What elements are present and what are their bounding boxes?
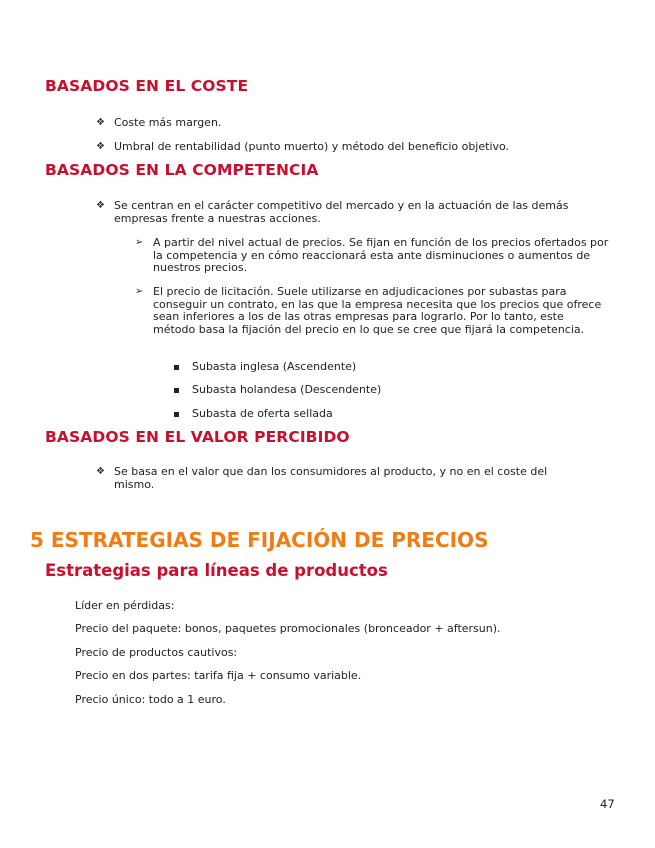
diamond-bullet-icon: ❖: [96, 200, 105, 211]
paragraph: Precio de productos cautivos:: [75, 646, 238, 659]
list-item: Subasta holandesa (Descendente): [192, 383, 382, 396]
list-item: El precio de licitación. Suele utilizarse en adjudicaciones por subastas para conseguir un contrato, en las que la empresa necesita que los precios que ofrece sean inferiores a los de las otras empresas para lograrlo. Por lo tanto, este método basa la fijación del precio en lo que se cree que fijará la competencia.: [153, 285, 602, 336]
chapter-title: 5 ESTRATEGIAS DE FIJACIÓN DE PRECIOS: [30, 528, 489, 552]
section-heading-competencia: BASADOS EN LA COMPETENCIA: [45, 161, 319, 179]
section-heading-valor-percibido: BASADOS EN EL VALOR PERCIBIDO: [45, 428, 350, 446]
diamond-bullet-icon: ❖: [96, 466, 105, 477]
square-bullet-icon: [174, 365, 179, 370]
arrow-bullet-icon: ➢: [135, 237, 144, 248]
list-item: Subasta de oferta sellada: [192, 407, 333, 420]
list-item: Se centran en el carácter competitivo del mercado y en la actuación de las demás empresas frente a nuestras acciones.: [114, 199, 569, 225]
square-bullet-icon: [174, 388, 179, 393]
paragraph: Líder en pérdidas:: [75, 599, 175, 612]
section-heading-coste: BASADOS EN EL COSTE: [45, 77, 249, 95]
list-item: Umbral de rentabilidad (punto muerto) y método del beneficio objetivo.: [114, 140, 510, 153]
list-item: Subasta inglesa (Ascendente): [192, 360, 357, 373]
list-item: Coste más margen.: [114, 116, 222, 129]
list-item: Se basa en el valor que dan los consumidores al producto, y no en el coste del mismo.: [114, 465, 548, 491]
paragraph: Precio en dos partes: tarifa fija + consumo variable.: [75, 669, 362, 682]
paragraph: Precio único: todo a 1 euro.: [75, 693, 226, 706]
arrow-bullet-icon: ➢: [135, 286, 144, 297]
square-bullet-icon: [174, 412, 179, 417]
page-number: 47: [600, 797, 615, 811]
chapter-subtitle: Estrategias para líneas de productos: [45, 561, 388, 580]
list-item: A partir del nivel actual de precios. Se fijan en función de los precios ofertados por la competencia y en cómo reaccionará esta ante disminuciones o aumentos de nuestros precios.: [153, 236, 609, 275]
diamond-bullet-icon: ❖: [96, 117, 105, 128]
paragraph: Precio del paquete: bonos, paquetes promocionales (bronceador + aftersun).: [75, 622, 501, 635]
diamond-bullet-icon: ❖: [96, 141, 105, 152]
